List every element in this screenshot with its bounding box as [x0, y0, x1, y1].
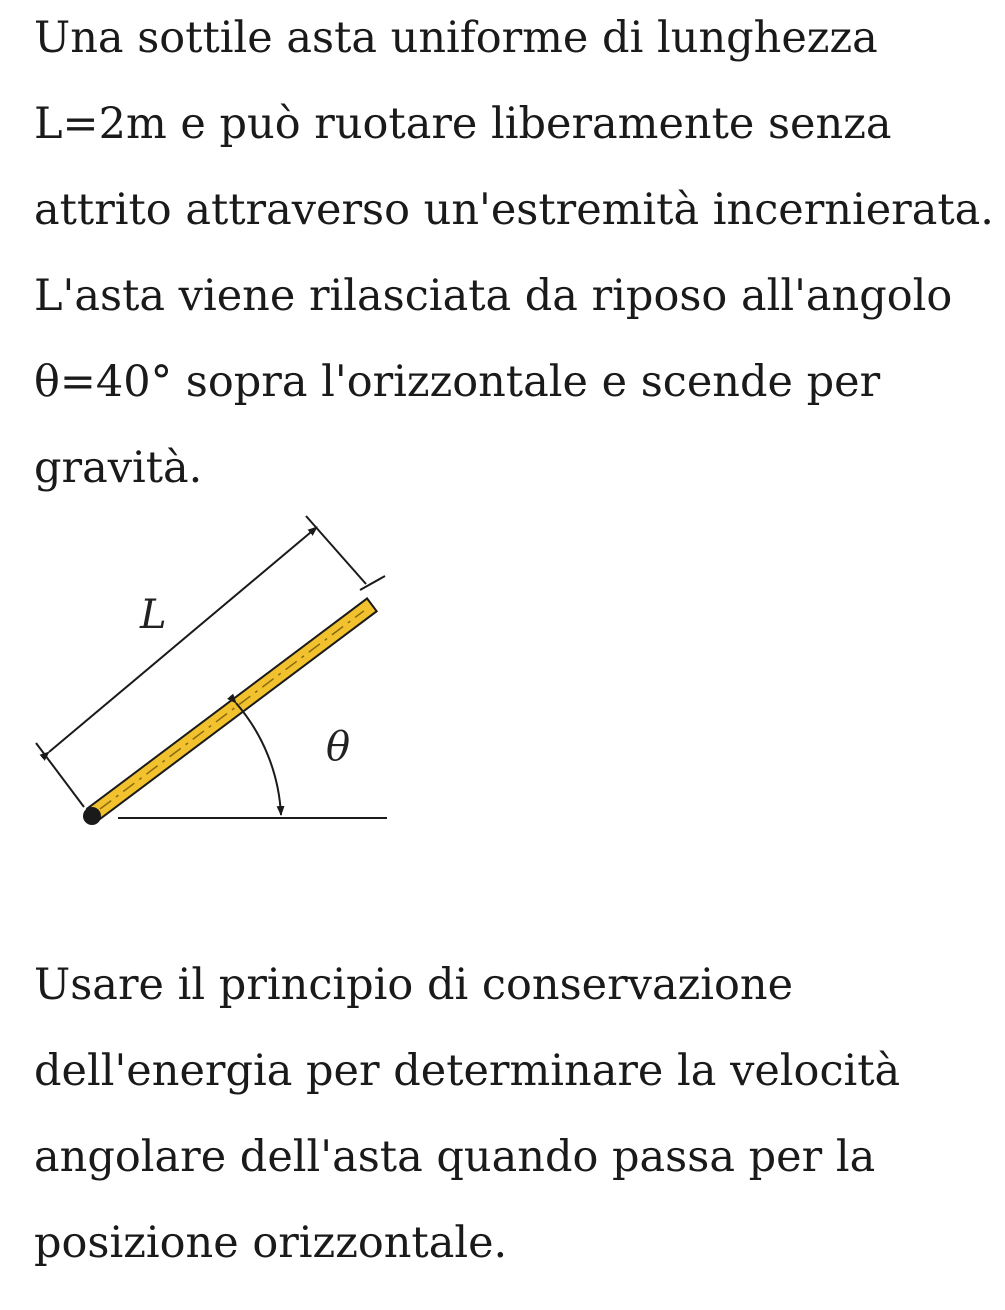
angle-arc [236, 703, 281, 815]
length-dimension-line [49, 527, 317, 752]
question-statement [34, 942, 900, 1286]
rod [87, 598, 376, 821]
pivot-hinge [83, 807, 101, 825]
text-line: L'asta viene rilasciata da riposo all'angolo [34, 271, 953, 321]
angle-label: θ [326, 724, 351, 770]
text-line: angolare dell'asta quando passa per la [34, 1132, 876, 1182]
problem-statement [34, 0, 994, 511]
text-line: θ=40° sopra l'orizzontale e scende per [34, 357, 881, 407]
text-line: gravità. [34, 443, 203, 493]
text-line: Una sottile asta uniforme di lunghezza [34, 13, 878, 63]
text-line: L=2m e può ruotare liberamente senza [34, 99, 892, 149]
text-line: attrito attraverso un'estremità incernierata. [34, 185, 994, 235]
text-line: dell'energia per determinare la velocità [34, 1046, 901, 1096]
dimension-tick-bottom [36, 743, 84, 807]
text-line: posizione orizzontale. [34, 1218, 508, 1268]
text-line: Usare il principio di conservazione [34, 960, 794, 1010]
dimension-tick-top [306, 516, 366, 584]
rod-extension-line [360, 576, 385, 590]
length-label: L [140, 592, 167, 638]
rod-diagram [0, 500, 420, 850]
